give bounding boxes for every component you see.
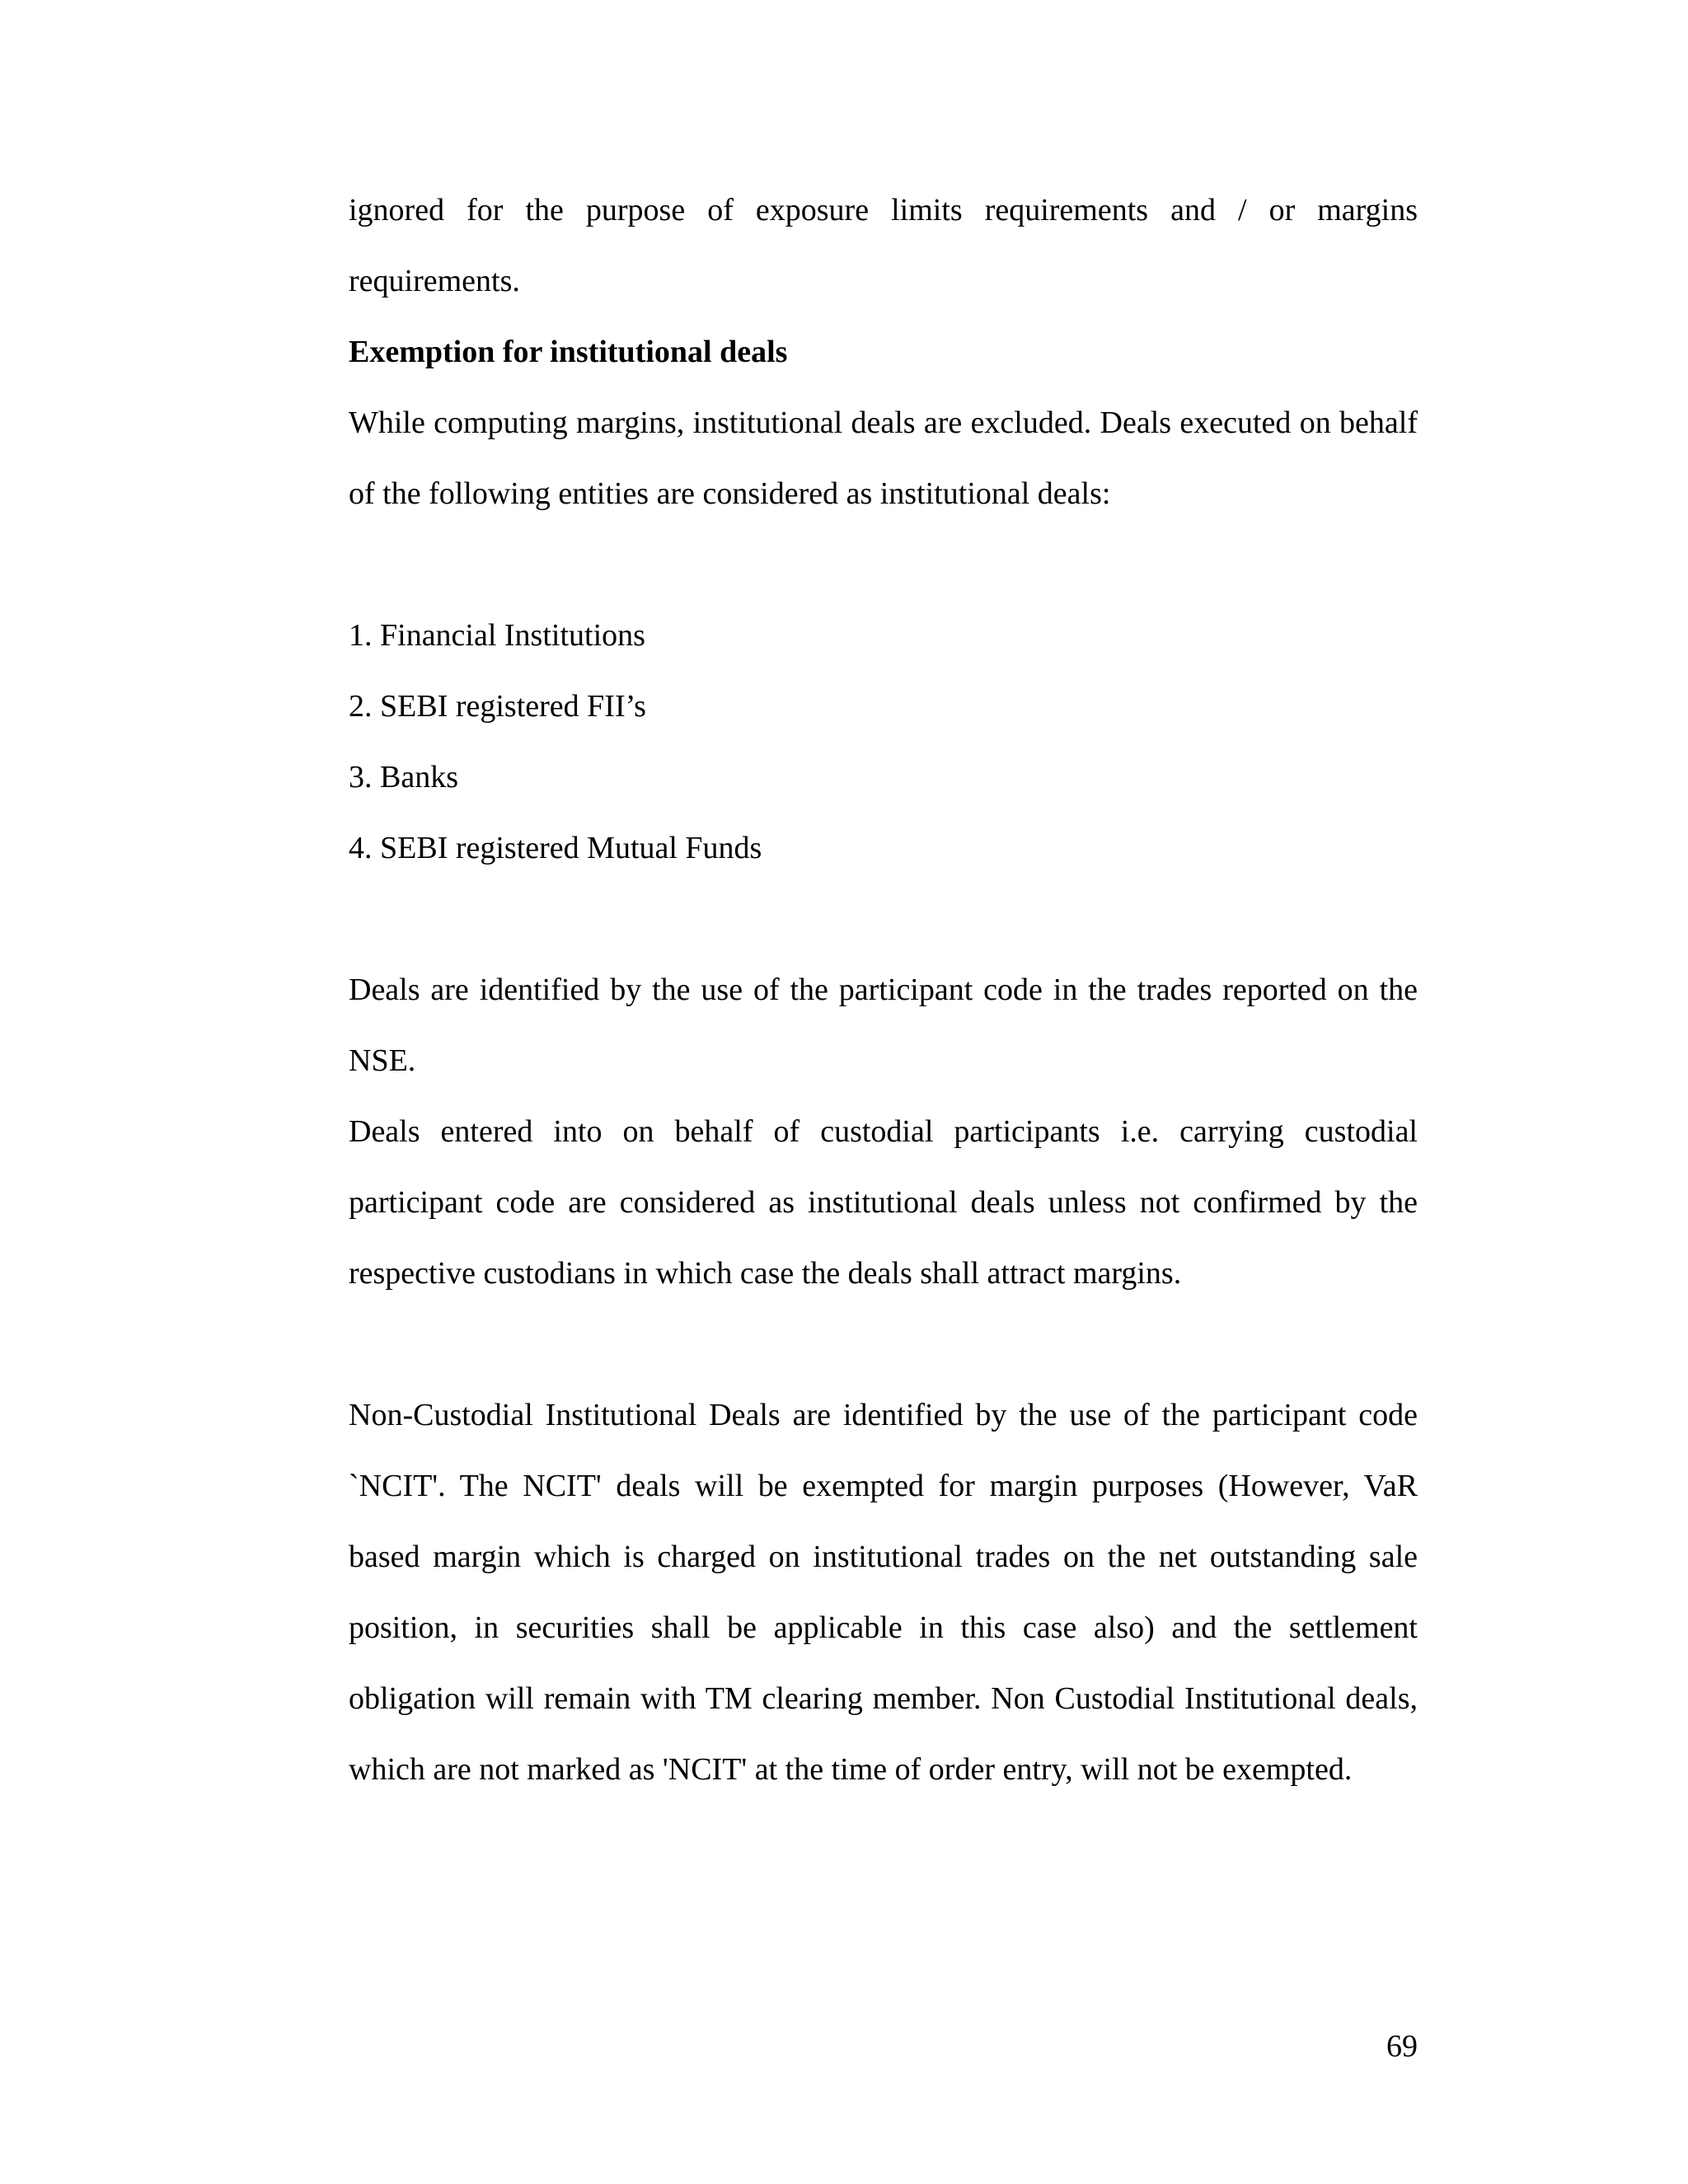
list-item: 3. Banks xyxy=(349,760,458,794)
section-heading: Exemption for institutional deals xyxy=(349,335,788,369)
non-custodial-paragraph: Non-Custodial Institutional Deals are identified by the use of the participant code `NCIT'. The NCIT' deals will be exempted for margin purposes (However, VaR based margin which is charged on institutional trades on the net outstanding sale position, in securities shall be applicable in this case also) and the settlement obligation will remain with TM clearing member. Non Custodial Institutional deals, which are not marked as 'NCIT' at the time of order entry, will not be exempted. xyxy=(349,1398,1418,1787)
entity-list xyxy=(349,600,1418,883)
body-text xyxy=(349,175,1418,1805)
page-number: 69 xyxy=(1386,2029,1418,2064)
custodial-paragraph: Deals entered into on behalf of custodial participants i.e. carrying custodial participant code are considered as institutional deals unless not confirmed by the respective custodians in which case the deals shall attract margins. xyxy=(349,1114,1418,1291)
paragraph-spacer xyxy=(349,1309,1418,1380)
list-item: 2. SEBI registered FII’s xyxy=(349,689,646,724)
paragraph-spacer xyxy=(349,883,1418,954)
list-item: 4. SEBI registered Mutual Funds xyxy=(349,831,762,865)
intro-paragraph: While computing margins, institutional deals are excluded. Deals executed on behalf of the following entities are considered as institutional deals: xyxy=(349,405,1418,511)
paragraph-spacer xyxy=(349,529,1418,600)
continuation-paragraph: ignored for the purpose of exposure limits requirements and / or margins requirements. xyxy=(349,193,1418,298)
identification-paragraph: Deals are identified by the use of the participant code in the trades reported on the NSE. xyxy=(349,972,1418,1078)
list-item: 1. Financial Institutions xyxy=(349,618,645,653)
